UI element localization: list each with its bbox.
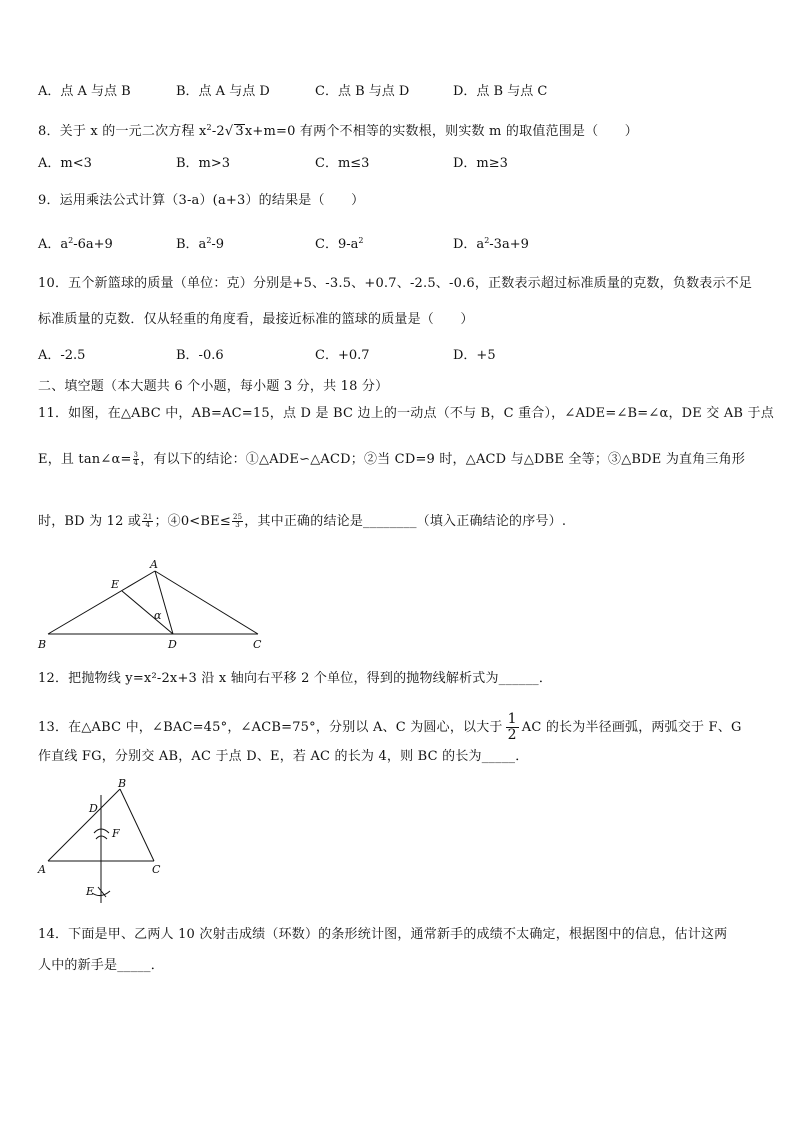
q9-option-d <box>453 232 529 254</box>
label-e: E <box>111 578 120 591</box>
q8-sup: 2 <box>206 123 212 132</box>
q8-sqrt: 3 <box>235 124 244 139</box>
label-f-13: F <box>112 827 120 840</box>
q8-mid: -2 <box>211 124 225 139</box>
q8-text-pre: 8．关于 x 的一元二次方程 x <box>38 124 207 139</box>
be-fraction <box>232 514 243 529</box>
section-heading: 二、填空题（本大题共 6 个小题，每小题 3 分，共 18 分） <box>38 379 389 394</box>
tan-den: 4 <box>133 459 139 467</box>
bd-num: 21 <box>143 513 153 521</box>
label-a: A <box>150 558 158 571</box>
label-c-13: C <box>152 863 161 876</box>
q13-line1 <box>38 712 742 743</box>
q9-option-c <box>315 232 363 254</box>
q7-option-c: C．点 B 与点 D <box>315 84 410 99</box>
q9-a-sup: 2 <box>68 236 74 245</box>
q13-figure <box>34 775 174 910</box>
q9-d-sup: 2 <box>484 236 490 245</box>
q9-d-pre: D．a <box>453 237 485 252</box>
bd-fraction <box>142 514 153 529</box>
q8-option-a: A．m<3 <box>38 156 92 171</box>
q10-line1: 10．五个新篮球的质量（单位：克）分别是+5、-3.5、+0.7、-2.5、-0.6，正数表示超过标准质量的克数，负数表示不足 <box>38 276 753 291</box>
q9-c-pre: C．9-a <box>315 237 359 252</box>
half-den: 2 <box>507 727 517 743</box>
q14-line2: 人中的新手是_____． <box>38 958 164 973</box>
be-den: 3 <box>235 521 240 529</box>
q11-line3-mid: ；④0<BE≤ <box>154 514 231 529</box>
q13-line1-pre: 13．在△ABC 中，∠BAC=45°，∠ACB=75°，分别以 A、C 为圆心，以大于 <box>38 720 503 735</box>
q9-b-pre: B．a <box>176 237 207 252</box>
be-num: 25 <box>232 513 243 521</box>
q11-line3-post: ，其中正确的结论是________（填入正确结论的序号）. <box>244 514 567 529</box>
sqrt-symbol: √ <box>224 124 234 139</box>
q8-option-d: D．m≥3 <box>453 156 508 171</box>
seg-de <box>122 591 173 634</box>
q9-c-sup: 2 <box>358 236 364 245</box>
q8-option-b: B．m>3 <box>176 156 231 171</box>
q8-stem <box>38 119 638 141</box>
q9-d-post: -3a+9 <box>489 237 529 252</box>
label-a-13: A <box>38 863 46 876</box>
seg-ab <box>48 571 155 634</box>
label-d-13: D <box>89 802 98 815</box>
q14-line1: 14．下面是甲、乙两人 10 次射击成绩（环数）的条形统计图，通常新手的成绩不太确定，根据图中的信息，估计这两 <box>38 927 728 942</box>
q9-a-post: -6a+9 <box>73 237 113 252</box>
seg-bc-13 <box>120 789 154 861</box>
label-b-13: B <box>118 777 127 790</box>
tan-fraction <box>133 452 140 467</box>
q7-option-b: B．点 A 与点 D <box>176 84 270 99</box>
label-alpha: α <box>154 609 162 622</box>
q10-option-d: D．+5 <box>453 348 496 363</box>
q9-b-post: -9 <box>211 237 225 252</box>
q12-stem: 12．把抛物线 y=x²-2x+3 沿 x 轴向右平移 2 个单位，得到的抛物线解析式为______． <box>38 671 553 686</box>
q9-b-sup: 2 <box>206 236 212 245</box>
q13-line2: 作直线 FG，分别交 AB，AC 于点 D、E，若 AC 的长为 4，则 BC 的长为_____． <box>38 749 529 764</box>
q9-stem: 9．运用乘法公式计算（3-a）(a+3）的结果是（ ） <box>38 193 365 208</box>
q9-a-pre: A．a <box>38 237 69 252</box>
q8-option-c: C．m≤3 <box>315 156 370 171</box>
q11-line2-post: ，有以下的结论：①△ADE∽△ACD；②当 CD=9 时，△ACD 与△DBE 全等；③△BDE 为直角三角形 <box>140 452 746 467</box>
q11-line3 <box>38 513 566 531</box>
label-e-13: E <box>86 885 95 898</box>
q11-line3-pre: 时，BD 为 12 或 <box>38 514 142 529</box>
q10-option-a: A．-2.5 <box>38 348 86 363</box>
q13-line1-post: AC 的长为半径画弧，两弧交于 F、G <box>521 720 742 735</box>
q8-text-post: x+m=0 有两个不相等的实数根，则实数 m 的取值范围是（ ） <box>244 124 638 139</box>
label-c: C <box>253 638 262 651</box>
q10-option-c: C．+0.7 <box>315 348 370 363</box>
label-d: D <box>168 638 177 651</box>
q10-option-b: B．-0.6 <box>176 348 224 363</box>
seg-ab-13 <box>48 789 120 861</box>
half-fraction <box>506 712 519 743</box>
q11-line2 <box>38 451 745 469</box>
q7-option-d: D．点 B 与点 C <box>453 84 548 99</box>
bd-den: 4 <box>145 521 151 529</box>
q11-figure <box>30 556 280 656</box>
q10-line2: 标准质量的克数．仅从轻重的角度看，最接近标准的篮球的质量是（ ） <box>38 312 474 327</box>
q9-option-a <box>38 232 113 254</box>
q9-option-b <box>176 232 224 254</box>
q7-option-a: A．点 A 与点 B <box>38 84 131 99</box>
tan-num: 3 <box>133 451 139 459</box>
label-b: B <box>38 638 47 651</box>
q11-line1: 11．如图，在△ABC 中，AB=AC=15，点 D 是 BC 边上的一动点（不与 B，C 重合），∠ADE=∠B=∠α，DE 交 AB 于点 <box>38 406 774 421</box>
q11-line2-pre: E，且 tan∠α= <box>38 452 132 467</box>
half-num: 1 <box>507 711 517 727</box>
